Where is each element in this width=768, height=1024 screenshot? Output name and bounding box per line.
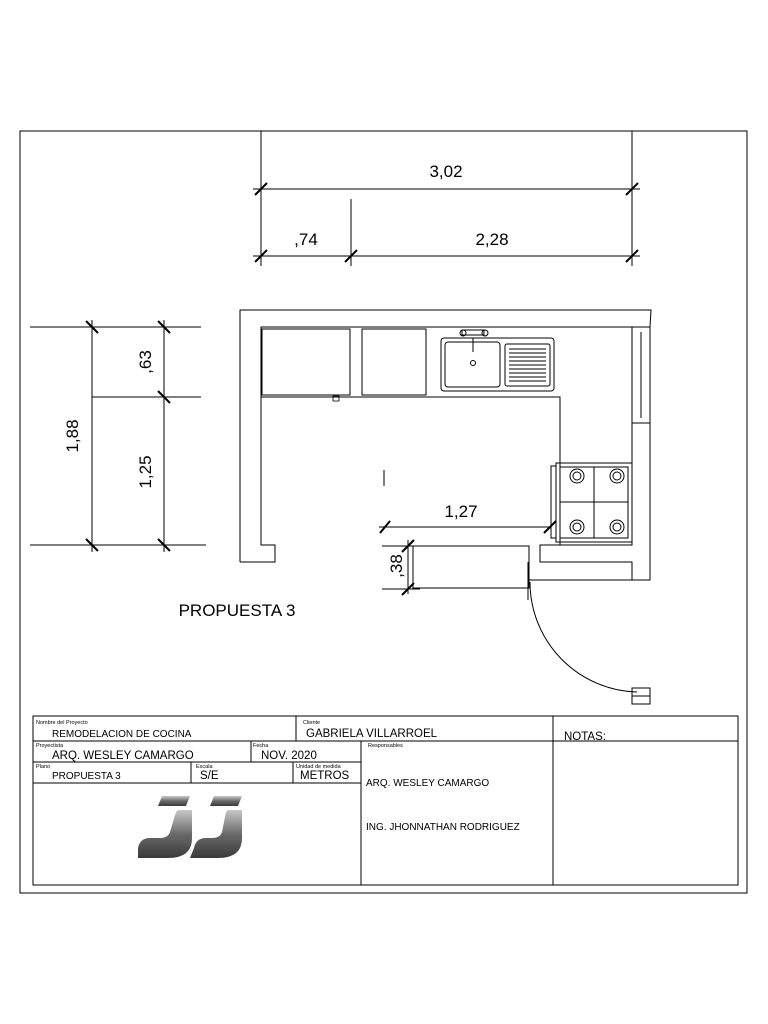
unit-label: Unidad de medida bbox=[296, 764, 341, 770]
dim-island-width: 1,27 bbox=[444, 502, 478, 521]
stove bbox=[551, 463, 632, 542]
project-name-label: Nombre del Proyecto bbox=[36, 720, 88, 726]
sink bbox=[441, 330, 554, 391]
cabinet-unit bbox=[362, 329, 426, 395]
client-value: GABRIELA VILLARROEL bbox=[306, 728, 438, 740]
jj-logo-icon bbox=[138, 796, 242, 858]
sheet-label: Plano bbox=[36, 764, 51, 770]
dim-top-left: ,74 bbox=[294, 230, 318, 249]
dim-top-right: 2,28 bbox=[475, 230, 509, 249]
dim-top-total: 3,02 bbox=[429, 162, 463, 181]
responsible-2: ING. JHONNATHAN RODRIGUEZ bbox=[366, 822, 520, 833]
responsible-1: ARQ. WESLEY CAMARGO bbox=[366, 778, 490, 789]
scale-value: S/E bbox=[200, 770, 219, 782]
unit-value: METROS bbox=[300, 770, 350, 782]
client-label: Cliente bbox=[303, 720, 321, 726]
fridge-unit bbox=[262, 329, 350, 395]
date-label: Fecha bbox=[253, 743, 269, 749]
date-value: NOV. 2020 bbox=[261, 750, 317, 762]
door-swing bbox=[528, 580, 650, 704]
dim-left-total: 1,88 bbox=[63, 419, 82, 453]
dim-island-depth: ,38 bbox=[387, 554, 406, 578]
sheet-value: PROPUESTA 3 bbox=[52, 771, 121, 782]
plan-title: PROPUESTA 3 bbox=[178, 601, 296, 620]
counter-outline bbox=[261, 397, 560, 545]
left-dimensions bbox=[30, 320, 206, 552]
title-block-lines bbox=[33, 716, 738, 885]
dim-left-upper: ,63 bbox=[136, 350, 155, 374]
designer-label: Proyectista bbox=[36, 743, 64, 749]
responsible-label: Responsables bbox=[368, 743, 403, 749]
dim-left-lower: 1,25 bbox=[136, 455, 155, 489]
notes-label: NOTAS: bbox=[564, 731, 606, 743]
project-name-value: REMODELACION DE COCINA bbox=[52, 729, 192, 740]
designer-value: ARQ. WESLEY CAMARGO bbox=[52, 750, 194, 762]
scale-label: Escala bbox=[196, 764, 213, 770]
